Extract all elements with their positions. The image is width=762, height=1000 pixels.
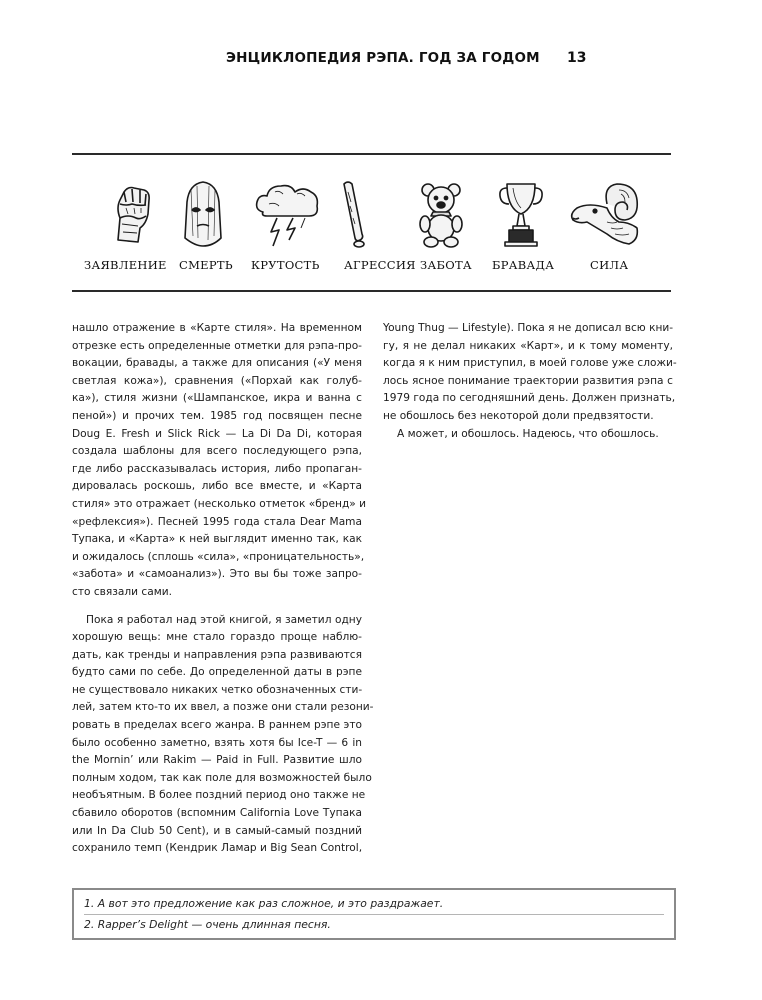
ram-icon	[567, 178, 643, 250]
legend-label-care: ЗАБОТА	[420, 258, 472, 272]
text-line: Тупака, и «Карта» к ней выглядит именно так, как	[72, 533, 362, 546]
text-line: гу, я не делал никаких «Карт», и к тому моменту,	[383, 339, 673, 352]
baseball-bat-icon	[340, 178, 368, 250]
text-line: необъятным. В более поздний период оно также не	[72, 789, 366, 802]
text-line: пеной») и прочих тем. 1985 год посвящен песне	[72, 409, 362, 422]
text-line: сохранило темп (Кендрик Ламар и Big Sean Control,	[72, 842, 363, 855]
text-line: было особенно заметно, взять хотя бы Ice-T — 6 in	[72, 736, 362, 749]
text-line: 1979 года по сегодняшний день. Должен признать,	[383, 392, 676, 405]
paragraph	[383, 426, 673, 444]
text-line: создала шаблоны для всего последующего рэпа,	[72, 445, 362, 458]
page-number: 13	[567, 50, 587, 66]
text-line: не существовало никаких четко обозначенных сти-	[72, 683, 363, 696]
text-line: отрезке есть определенные отметки для рэпа-про-	[72, 339, 362, 352]
body-column-right	[383, 320, 677, 443]
text-line: лось ясное понимание траектории развития рэпа с	[383, 374, 673, 387]
text-line: стиля» это отражает (несколько отметок «бренд» и	[72, 497, 367, 510]
teddy-bear-icon	[417, 178, 465, 250]
text-line: не обошлось без некоторой доли предвзятости.	[383, 409, 654, 422]
text-line: где либо рассказывалась история, либо пропаган-	[72, 462, 362, 475]
body-column-left	[72, 320, 374, 858]
text-line: будто сами по себе. До определенной даты в рэпе	[72, 666, 362, 679]
text-line: вокации, бравады, а также для описания («У меня	[72, 357, 362, 370]
trophy-icon	[497, 178, 545, 250]
legend-top-rule	[72, 153, 671, 155]
legend-label-strength: СИЛА	[590, 258, 629, 272]
text-line: светлая кожа»), сравнения («Порхай как голуб-	[72, 374, 362, 387]
legend-label-death: СМЕРТЬ	[179, 258, 233, 272]
text-line: сбавило оборотов (вспомним California Love Тупака	[72, 807, 362, 820]
text-line: Doug E. Fresh и Slick Rick — La Di Da Di, которая	[72, 427, 362, 440]
paragraph	[72, 612, 374, 858]
text-line: дать, как тренды и направления рэпа развиваются	[72, 648, 362, 661]
legend-label-coolness: КРУТОСТЬ	[251, 258, 320, 272]
hood-icon	[181, 178, 225, 250]
text-line: «рефлексия»). Песней 1995 года стала Dear Mama	[72, 515, 362, 528]
footnotes-box	[72, 888, 676, 940]
paragraph	[72, 320, 367, 602]
storm-cloud-icon	[253, 178, 323, 250]
legend-label-aggression: АГРЕССИЯ	[344, 258, 416, 272]
legend-bottom-rule	[72, 290, 671, 292]
footnote-2: 2. Rapper’s Delight — очень длинная песня.	[84, 918, 331, 931]
text-line: Пока я работал над этой книгой, я заметил одну	[86, 613, 362, 626]
text-line: и ожидалось (сплошь «сила», «проницательность»,	[72, 550, 365, 563]
legend-label-bravado: БРАВАДА	[492, 258, 555, 272]
text-line: лей, затем кто-то их ввел, а позже они стали резони-	[72, 701, 374, 714]
text-line: Young Thug — Lifestyle). Пока я не дописал всю кни-	[383, 322, 674, 334]
paragraph	[383, 320, 677, 426]
text-line: ровать в пределах всего жанра. В раннем рэпе это	[72, 719, 362, 732]
text-line: хорошую вещь: мне стало гораздо проще наблю-	[72, 631, 362, 644]
fist-icon	[106, 178, 156, 250]
text-line: когда я к ним приступил, в моей голове уже сложи-	[383, 357, 677, 370]
text-line: полным ходом, так как поле для возможностей было	[72, 771, 372, 784]
legend-label-statement: ЗАЯВЛЕНИЕ	[84, 258, 167, 272]
text-line: нашло отражение в «Карте стиля». На временном	[72, 322, 362, 334]
text-line: the Mornin’ или Rakim — Paid in Full. Развитие шло	[72, 754, 362, 767]
footnote-1: 1. А вот это предложение как раз сложное, и это раздражает.	[84, 894, 664, 915]
text-line: дировалась роскошь, либо все вместе, и «Карта	[72, 480, 362, 493]
text-line: или In Da Club 50 Cent), и в самый-самый поздний	[72, 824, 362, 837]
text-line: А может, и обошлось. Надеюсь, что обошлось.	[397, 427, 659, 440]
text-line: сто связали сами.	[72, 585, 172, 598]
running-title: ЭНЦИКЛОПЕДИЯ РЭПА. ГОД ЗА ГОДОМ	[226, 50, 540, 66]
text-line: ка»), стиля жизни («Шампанское, икра и ванна с	[72, 392, 362, 405]
text-line: «забота» и «самоанализ»). Это вы бы тоже запро-	[72, 568, 362, 581]
